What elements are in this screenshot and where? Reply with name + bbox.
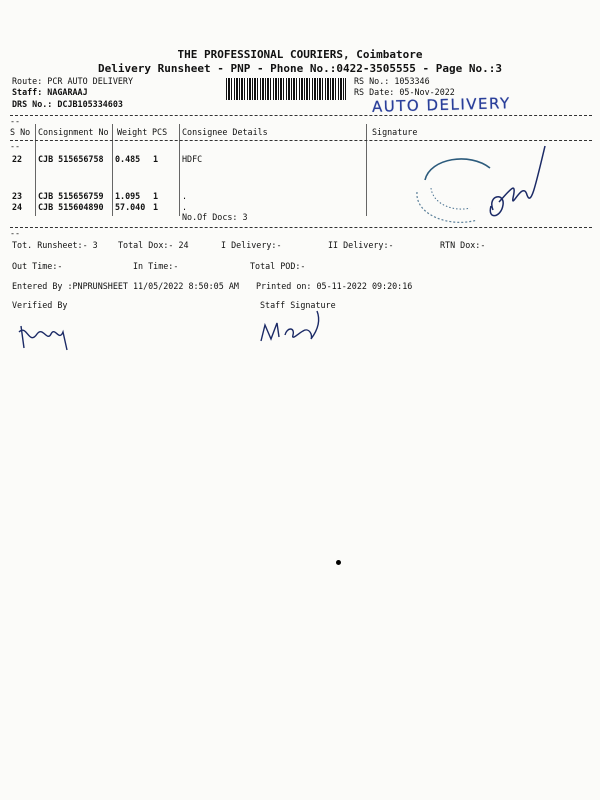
row-consignment: CJB 515604890 (38, 202, 104, 212)
divider-line (10, 227, 592, 228)
company-title: THE PROFESSIONAL COURIERS, Coimbatore (177, 48, 423, 61)
column-header-signature: Signature (372, 127, 418, 137)
row-pcs: 1 (153, 202, 159, 212)
first-delivery: I Delivery:- (221, 240, 282, 250)
column-divider (112, 124, 113, 216)
rs-date: RS Date: 05-Nov-2022 (354, 87, 455, 97)
row-weight: 57.040 (115, 202, 146, 212)
column-header-sno: S No (10, 127, 31, 137)
column-header-consignee: Consignee Details (182, 127, 268, 137)
row-pcs: 1 (153, 191, 159, 201)
docs-count: No.Of Docs: 3 (182, 212, 248, 222)
barcode-image (226, 78, 346, 100)
column-header-pcs: PCS (152, 127, 168, 137)
row-sno: 24 (12, 202, 23, 212)
total-pod: Total POD:- (250, 261, 306, 271)
total-dox: Total Dox:- 24 (118, 240, 189, 250)
rtn-dox: RTN Dox:- (440, 240, 486, 250)
rs-number: RS No.: 1053346 (354, 76, 430, 86)
row-weight: 0.485 (115, 154, 141, 164)
signature-stamp-image (395, 140, 565, 235)
divider-line (10, 115, 592, 116)
verifier-signature-image (15, 312, 85, 352)
divider-mark: -- (10, 141, 21, 151)
row-sno: 23 (12, 191, 23, 201)
divider-mark: -- (10, 116, 21, 126)
staff-signature-image (255, 305, 335, 347)
column-header-weight: Weight (117, 127, 148, 137)
column-divider (179, 124, 180, 216)
drs-number: DRS No.: DCJB105334603 (12, 99, 123, 109)
out-time: Out Time:- (12, 261, 63, 271)
row-consignment: CJB 515656758 (38, 154, 104, 164)
route-label: Route: PCR AUTO DELIVERY (12, 76, 134, 86)
total-runsheet: Tot. Runsheet:- 3 (12, 240, 98, 250)
divider-mark: -- (10, 228, 21, 238)
runsheet-subtitle: Delivery Runsheet - PNP - Phone No.:0422-3505555 - Page No.:3 (98, 62, 502, 75)
second-delivery: II Delivery:- (328, 240, 394, 250)
printed-on: Printed on: 05-11-2022 09:20:16 (256, 281, 413, 291)
entered-by: Entered By :PNPRUNSHEET 11/05/2022 8:50:05 AM (12, 281, 239, 291)
row-weight: 1.095 (115, 191, 141, 201)
row-consignee: . (182, 191, 188, 201)
row-sno: 22 (12, 154, 23, 164)
row-consignee: HDFC (182, 154, 203, 164)
row-pcs: 1 (153, 154, 159, 164)
auto-delivery-stamp: AUTO DELIVERY (371, 94, 511, 116)
verified-by-label: Verified By (12, 300, 68, 310)
staff-label: Staff: NAGARAAJ (12, 87, 88, 97)
row-consignment: CJB 515656759 (38, 191, 104, 201)
column-divider (35, 124, 36, 216)
in-time: In Time:- (133, 261, 179, 271)
scan-speck (336, 560, 341, 565)
row-consignee: . (182, 202, 188, 212)
column-divider (366, 124, 367, 216)
column-header-consignment: Consignment No (38, 127, 109, 137)
staff-signature-label: Staff Signature (260, 300, 336, 310)
